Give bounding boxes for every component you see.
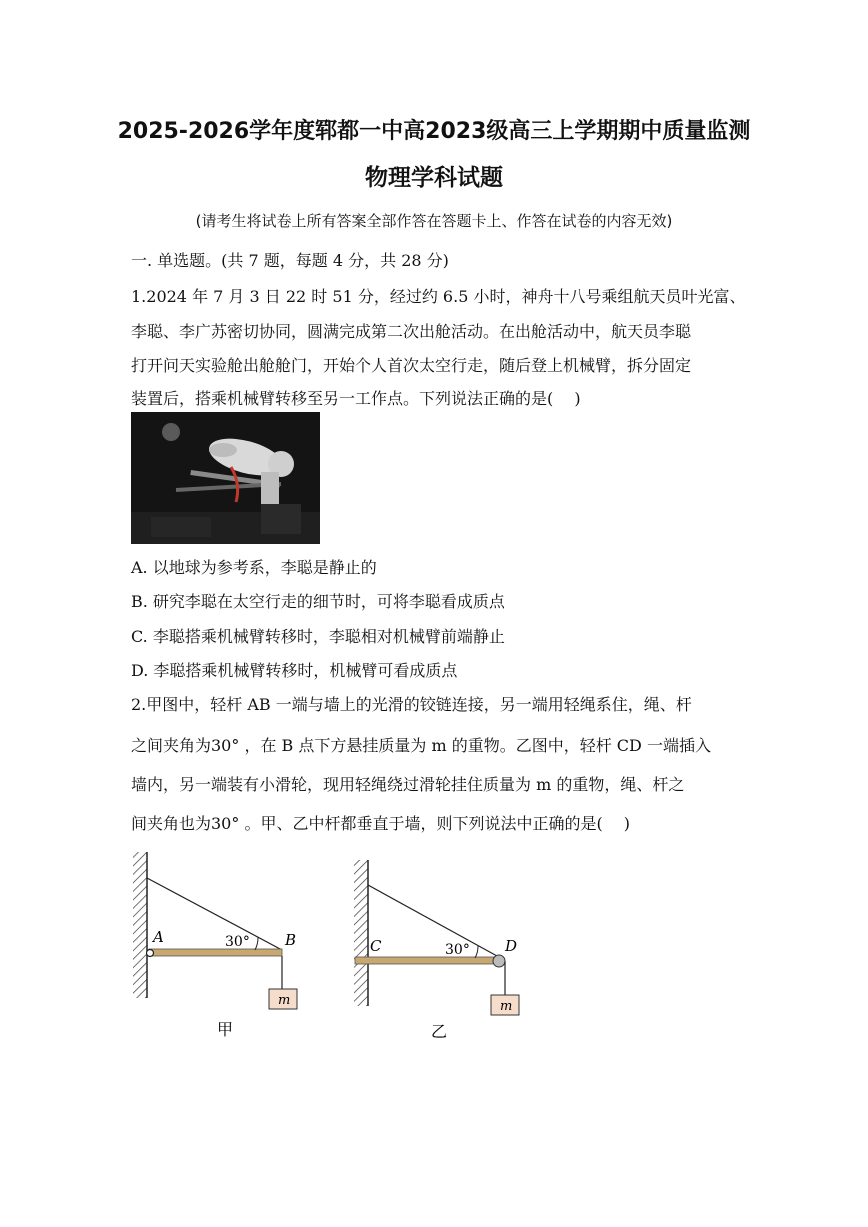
label-a: A: [153, 928, 164, 946]
caption-left: 甲: [217, 1020, 234, 1039]
mass-label-right: m: [500, 999, 513, 1014]
pulley-icon: [493, 955, 505, 967]
exam-title: 2025-2026学年度郓都一中高2023级高三上学期期中质量监测: [117, 119, 751, 144]
rod-cd: [355, 957, 497, 964]
figure-right: [354, 860, 519, 1041]
rope-left: [147, 878, 282, 950]
rope-right: [368, 885, 497, 956]
q2-line-1: 2.甲图中，轻杆 AB 一端与墙上的光滑的铰链连接，另一端用轻绳系住，绳、杆: [131, 695, 692, 714]
astronaut-photo: [131, 412, 320, 544]
caption-right: 乙: [431, 1022, 448, 1041]
q1-option-a: A. 以地球为参考系，李聪是静止的: [131, 558, 377, 577]
astronaut-illustration: [131, 412, 320, 544]
figure-left: [133, 852, 297, 1039]
q1-line-4: 装置后，搭乘机械臂转移至另一工作点。下列说法正确的是( ): [131, 389, 581, 408]
rod-ab: [149, 949, 282, 956]
q1-line-3: 打开问天实验舱出舱舱门，开始个人首次太空行走，随后登上机械臂，拆分固定: [131, 356, 692, 375]
angle-arc-left: [255, 937, 258, 950]
label-b: B: [285, 931, 297, 949]
wall-right-hatch: [354, 860, 368, 1006]
angle-label-left: 30°: [225, 934, 250, 950]
q1-option-d: D. 李聪搭乘机械臂转移时，机械臂可看成质点: [131, 661, 458, 680]
mass-label-left: m: [278, 993, 291, 1008]
label-c: C: [370, 937, 382, 955]
hinge-icon: [147, 950, 154, 957]
exam-note: (请考生将试卷上所有答案全部作答在答题卡上、作答在试卷的内容无效): [195, 212, 673, 230]
q1-line-2: 李聪、李广苏密切协同，圆满完成第二次出舱活动。在出舱活动中，航天员李聪: [131, 322, 692, 341]
force-diagram: [125, 848, 545, 1048]
q1-option-c: C. 李聪搭乘机械臂转移时，李聪相对机械臂前端静止: [131, 627, 505, 646]
angle-arc-right: [475, 946, 478, 958]
rod-rope-diagram: [125, 848, 545, 1048]
label-d: D: [505, 937, 518, 955]
section-heading: 一. 单选题。(共 7 题，每题 4 分，共 28 分): [131, 251, 449, 270]
q1-line-1: 1.2024 年 7 月 3 日 22 时 51 分，经过约 6.5 小时，神舟十八号乘组航天员叶光富、: [131, 287, 746, 306]
q1-option-b: B. 研究李聪在太空行走的细节时，可将李聪看成质点: [131, 592, 505, 611]
q2-line-4: 间夹角也为30° 。甲、乙中杆都垂直于墙，则下列说法中正确的是( ): [131, 814, 631, 833]
angle-label-right: 30°: [445, 942, 470, 958]
q2-line-3: 墙内，另一端装有小滑轮，现用轻绳绕过滑轮挂住质量为 m 的重物，绳、杆之: [131, 775, 685, 794]
q2-line-2: 之间夹角为30° ，在 B 点下方悬挂质量为 m 的重物。乙图中，轻杆 CD 一端插入: [131, 736, 711, 755]
subject-title: 物理学科试题: [365, 165, 503, 191]
wall-left-hatch: [133, 852, 147, 998]
